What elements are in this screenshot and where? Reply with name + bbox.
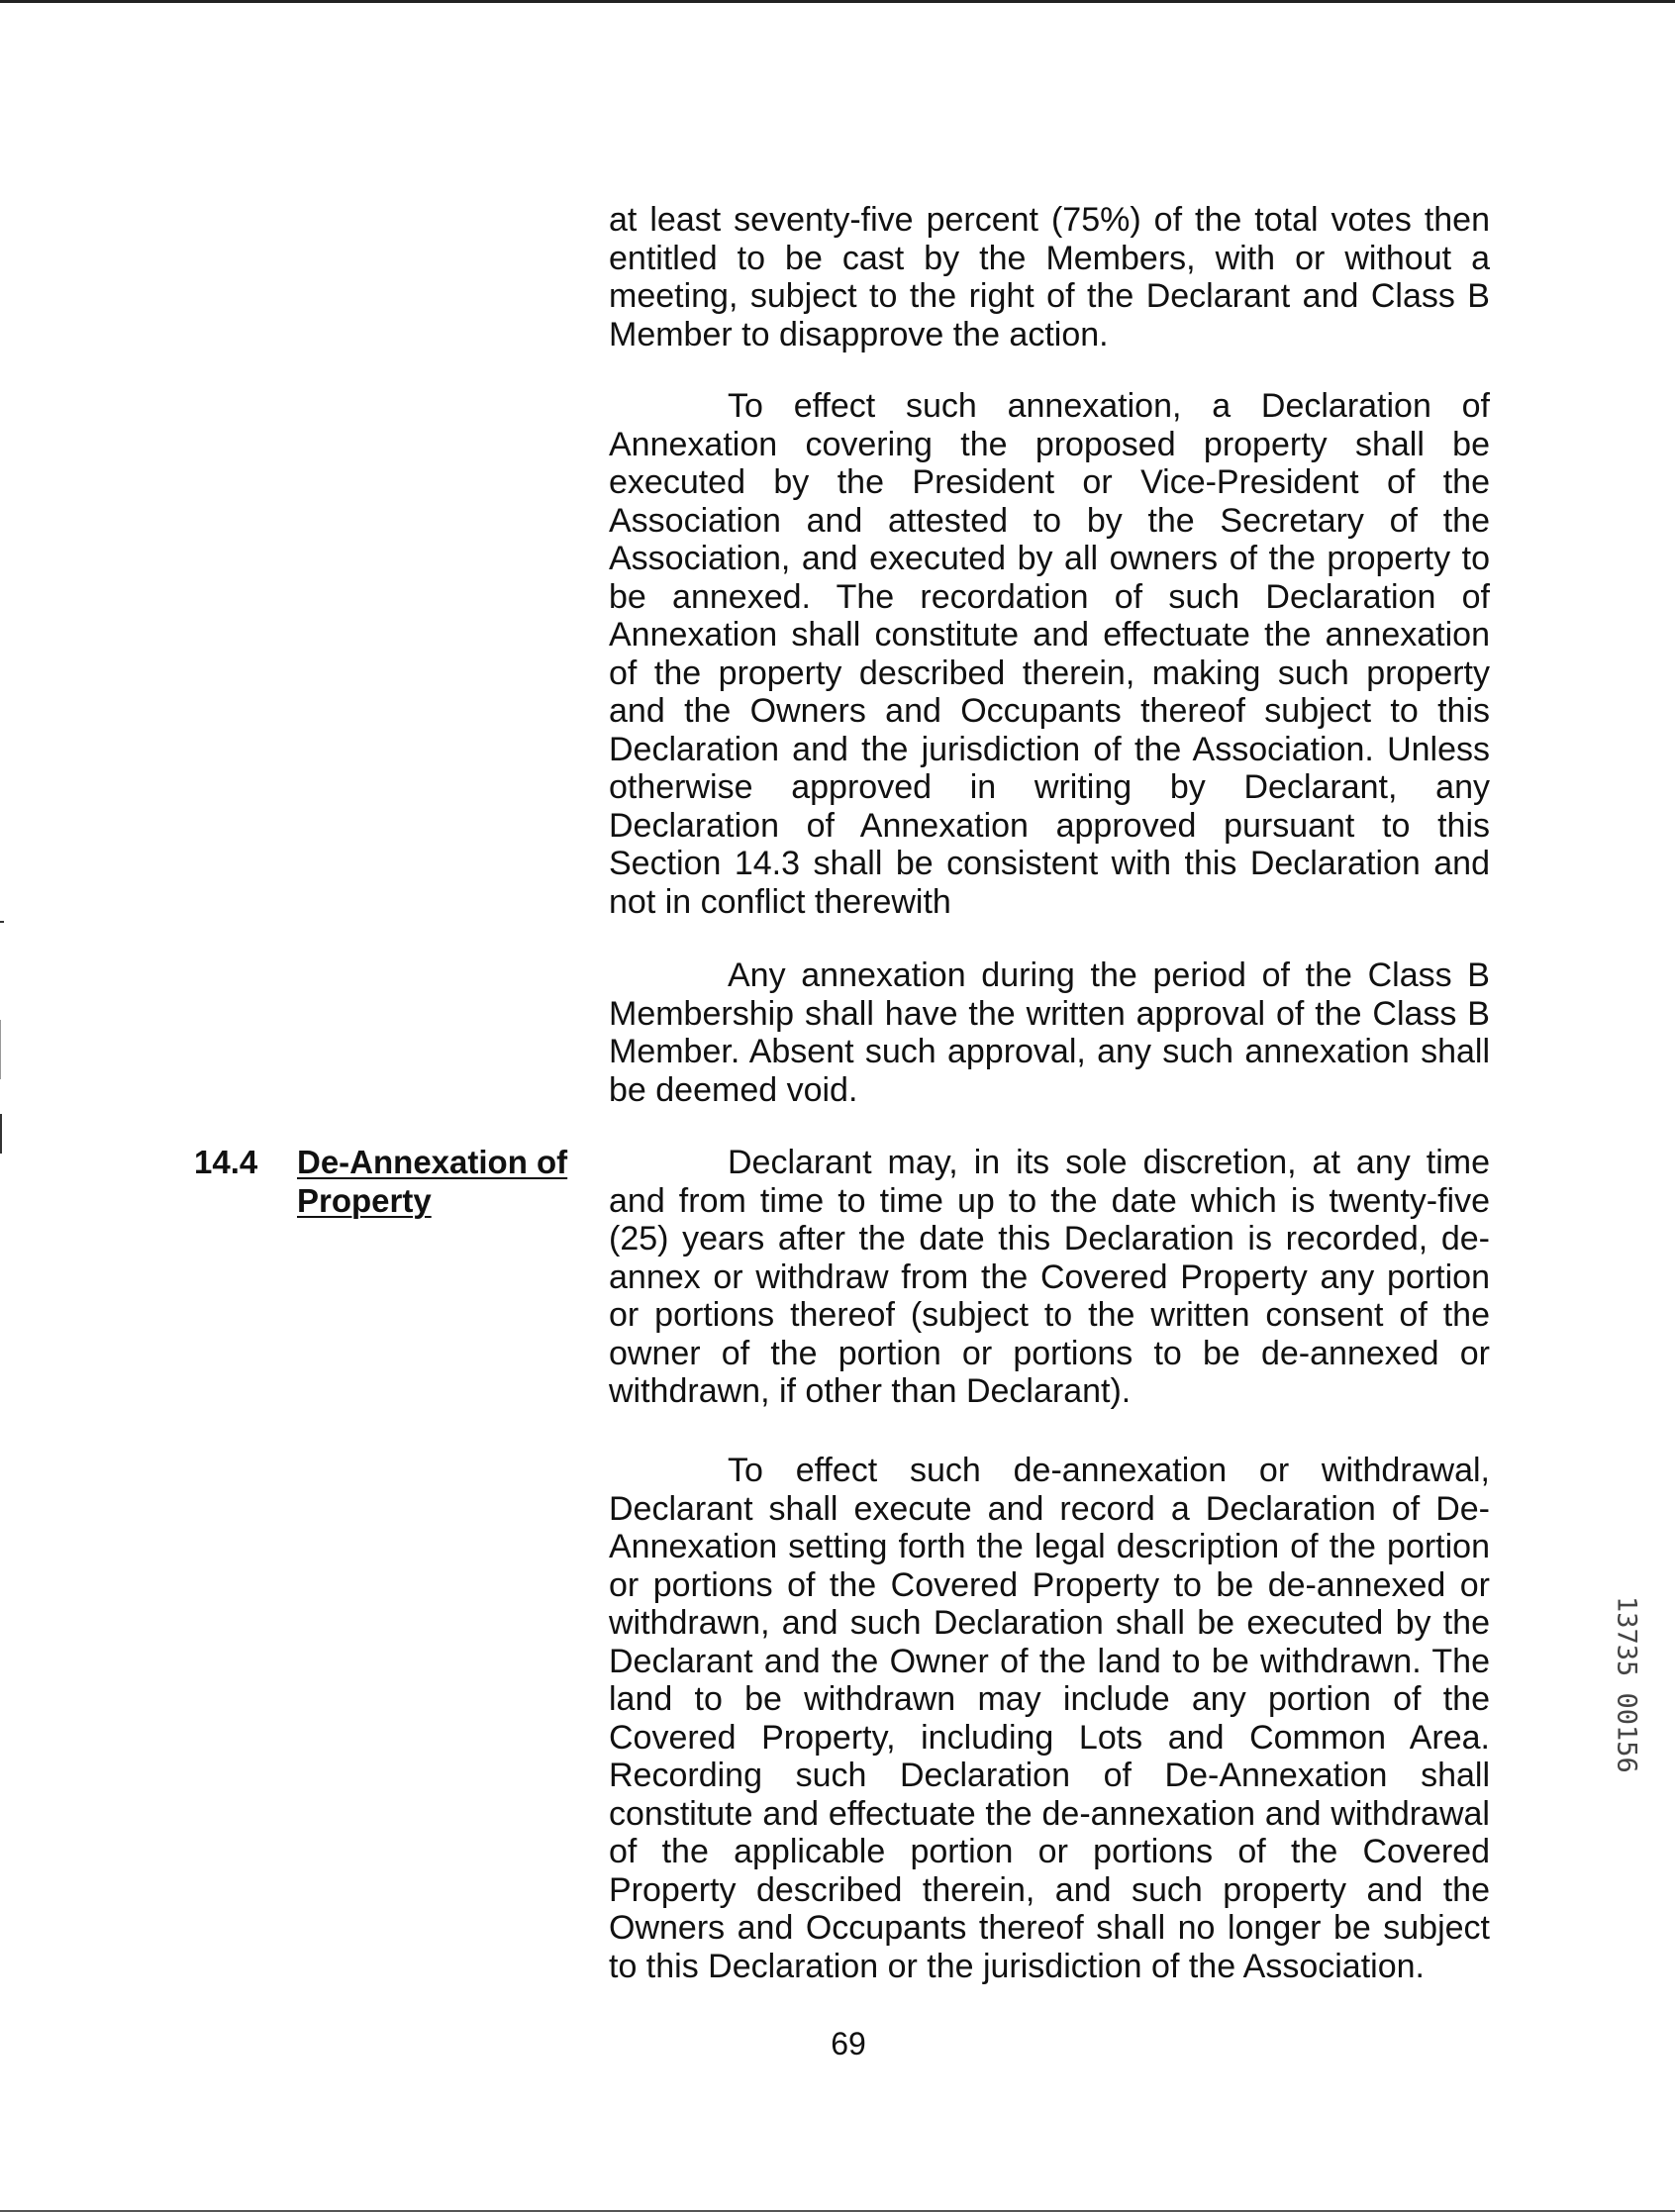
paragraph-annexation-procedure: To effect such annexation, a Declaration of Annexation covering the proposed property shall be executed by the President or Vice-President of the Association and attested to by the Secretary of the Association, and executed by all owners of the property to be annexed. The recordation of such Declaration of Annexation shall constitute and effectuate the annexation of the property described therein, making such property and the Owners and Occupants thereof subject to this Declaration and the jurisdiction of the Association. Unless otherwise approved in writing by Declarant, any Declaration of Annexation approved pursuant to this Section 14.3 shall be consistent with this Declaration and not in conflict therewith [609, 387, 1490, 921]
section-number: 14.4 [194, 1144, 258, 1180]
paragraph-de-annexation-right: Declarant may, in its sole discretion, at any time and from time to time up to the date which is twenty-five (25) years after the date this Declaration is recorded, de-annex or withdraw from the Covered Property any portion or portions thereof (subject to the written consent of the owner of the portion or portions to be de-annexed or withdrawn, if other than Declarant). [609, 1144, 1490, 1410]
paragraph-class-b-approval: Any annexation during the period of the Class B Membership shall have the written approval of the Class B Member. Absent such approval, any such annexation shall be deemed void. [609, 956, 1490, 1109]
recording-stamp: 13735 00156 [1611, 1596, 1642, 1773]
paragraph-de-annexation-procedure: To effect such de-annexation or withdrawal, Declarant shall execute and record a Declaration of De-Annexation setting forth the legal description of the portion or portions of the Covered Property to be de-annexed or withdrawn, and such Declaration shall be executed by the Declarant and the Owner of the land to be withdrawn. The land to be withdrawn may include any portion of the Covered Property, including Lots and Common Area. Recording such Declaration of De-Annexation shall constitute and effectuate the de-annexation and withdrawal of the applicable portion or portions of the Covered Property described therein, and such property and the Owners and Occupants thereof shall no longer be subject to this Declaration or the jurisdiction of the Association. [609, 1452, 1490, 1985]
scan-mark [0, 921, 4, 923]
paragraph-continuation: at least seventy-five percent (75%) of the total votes then entitled to be cast by the Members, with or without a meeting, subject to the right of the Declarant and Class B Member to disapprove the action. [609, 201, 1490, 353]
scan-mark [0, 1114, 2, 1154]
page-number: 69 [831, 2026, 866, 2061]
page-top-edge [0, 0, 1675, 3]
section-title: De-Annexation of Property [297, 1144, 568, 1219]
scan-mark [0, 1020, 1, 1079]
